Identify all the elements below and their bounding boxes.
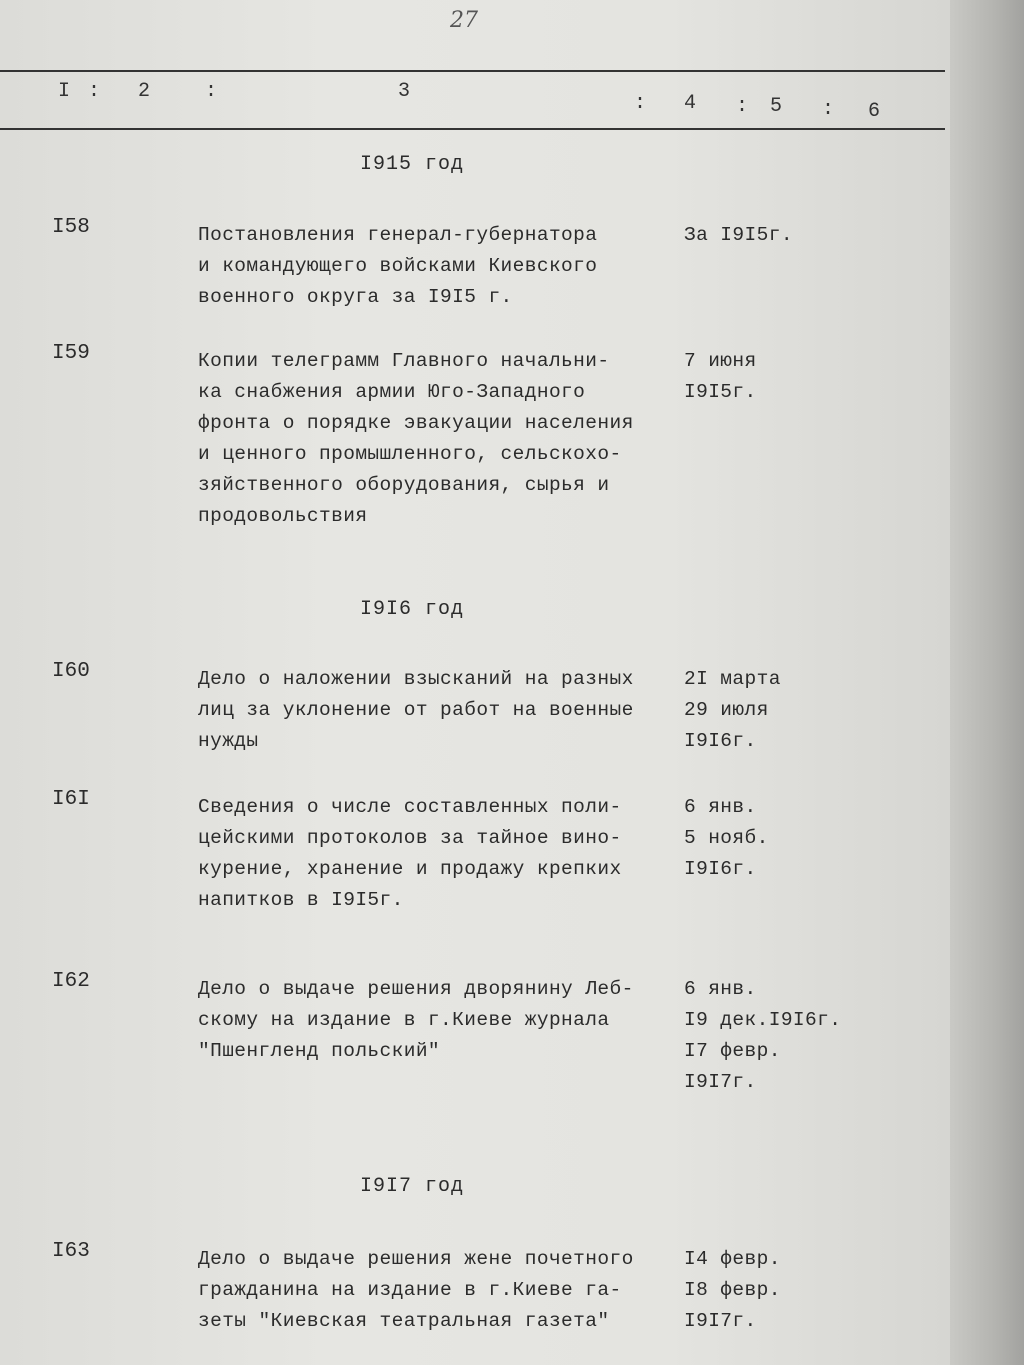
description-line: курение, хранение и продажу крепких: [198, 858, 622, 880]
date-line: За I9I5г.: [684, 224, 793, 246]
date-line: I4 февр.: [684, 1248, 781, 1270]
column-header-4: 4: [684, 92, 697, 115]
column-separator: :: [736, 95, 749, 118]
column-header-5: 5: [770, 95, 783, 118]
description-line: Сведения о числе составленных поли-: [198, 796, 622, 818]
page-edge: [950, 0, 1024, 1365]
entry-number: I63: [52, 1240, 90, 1263]
entry-number: I58: [52, 216, 90, 239]
date-line: I9I6г.: [684, 730, 757, 752]
date-line: 7 июня: [684, 350, 757, 372]
description-line: напитков в I9I5г.: [198, 889, 404, 911]
column-header-3: 3: [398, 80, 411, 103]
date-line: I9I6г.: [684, 858, 757, 880]
description-line: нужды: [198, 730, 259, 752]
date-line: 6 янв.: [684, 796, 757, 818]
column-separator: :: [822, 98, 835, 121]
entry-number: I60: [52, 660, 90, 683]
description-line: фронта о порядке эвакуации населения: [198, 412, 634, 434]
description-line: и ценного промышленного, сельскохо-: [198, 443, 622, 465]
header-rule-bottom: [0, 128, 945, 130]
date-line: 5 нояб.: [684, 827, 769, 849]
entry-number: I6I: [52, 788, 90, 811]
date-line: I9 дек.I9I6г.: [684, 1009, 842, 1031]
entry-dates: [684, 974, 841, 1098]
column-separator: :: [634, 92, 647, 115]
date-line: I7 февр.: [684, 1040, 781, 1062]
entry-dates: [684, 664, 781, 757]
description-line: гражданина на издание в г.Киеве га-: [198, 1279, 622, 1301]
description-line: зяйственного оборудования, сырья и: [198, 474, 610, 496]
entry-dates: [684, 220, 793, 251]
column-separator: :: [88, 80, 101, 103]
description-line: ка снабжения армии Юго-Западного: [198, 381, 586, 403]
entry-dates: [684, 792, 769, 885]
entry-dates: [684, 346, 757, 408]
description-line: Дело о наложении взысканий на разных: [198, 668, 634, 690]
section-heading-1916: I9I6 год: [360, 598, 465, 621]
description-line: и командующего войсками Киевского: [198, 255, 598, 277]
entry-number: I59: [52, 342, 90, 365]
description-line: Дело о выдаче решения дворянину Леб-: [198, 978, 634, 1000]
description-line: Дело о выдаче решения жене почетного: [198, 1248, 634, 1270]
description-line: военного округа за I9I5 г.: [198, 286, 513, 308]
entry-number: I62: [52, 970, 90, 993]
description-line: Постановления генерал-губернатора: [198, 224, 598, 246]
entry-description: [198, 792, 678, 916]
column-header-2: 2: [138, 80, 151, 103]
description-line: продовольствия: [198, 505, 368, 527]
column-header-6: 6: [868, 100, 881, 123]
description-line: Копии телеграмм Главного начальни-: [198, 350, 610, 372]
date-line: 6 янв.: [684, 978, 757, 1000]
date-line: I9I7г.: [684, 1071, 757, 1093]
entry-description: [198, 220, 678, 313]
column-header-1: I: [58, 80, 71, 103]
description-line: цейскими протоколов за тайное вино-: [198, 827, 622, 849]
header-rule-top: [0, 70, 945, 72]
description-line: скому на издание в г.Киеве журнала: [198, 1009, 610, 1031]
page-number: 27: [450, 8, 478, 33]
description-line: лиц за уклонение от работ на военные: [198, 699, 634, 721]
entry-description: [198, 346, 678, 532]
column-separator: :: [205, 80, 218, 103]
date-line: 2I марта: [684, 668, 781, 690]
section-heading-1917: I9I7 год: [360, 1175, 465, 1198]
date-line: I9I7г.: [684, 1310, 757, 1332]
date-line: I8 февр.: [684, 1279, 781, 1301]
section-heading-1915: I915 год: [360, 153, 465, 176]
entry-description: [198, 1244, 678, 1337]
date-line: 29 июля: [684, 699, 769, 721]
entry-description: [198, 664, 678, 757]
description-line: зеты "Киевская театральная газета": [198, 1310, 610, 1332]
entry-description: [198, 974, 678, 1067]
date-line: I9I5г.: [684, 381, 757, 403]
description-line: "Пшенгленд польский": [198, 1040, 441, 1062]
entry-dates: [684, 1244, 781, 1337]
